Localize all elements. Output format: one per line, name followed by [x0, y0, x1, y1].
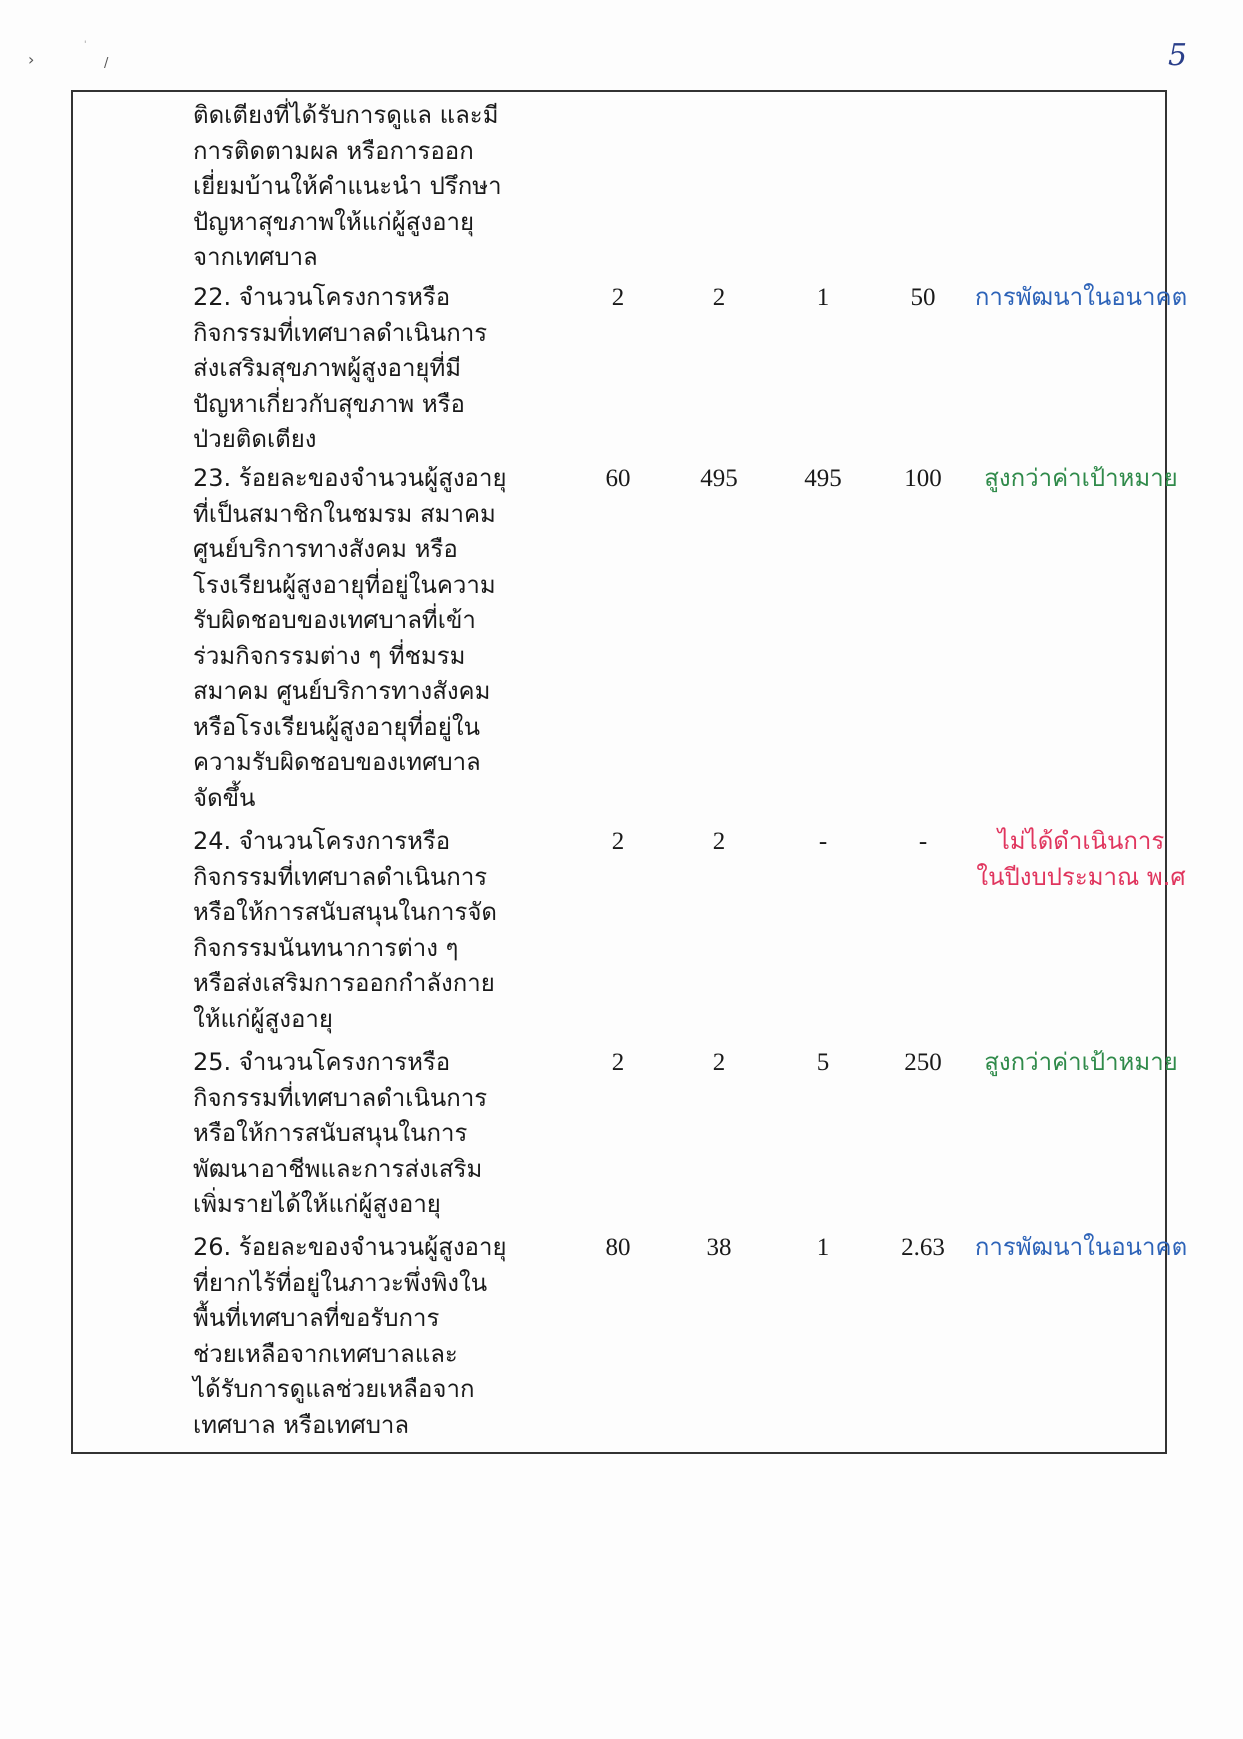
status-label: การพัฒนาในอนาคต	[974, 1233, 1188, 1261]
scan-mark: '	[84, 40, 87, 50]
target-value: 2	[611, 828, 625, 855]
indicator-description: ติดเตียงที่ได้รับการดูแล และมี การติดตามผล หรือการออก เยี่ยมบ้านให้คำแนะนำ ปรึกษา ปัญหาสุขภาพให้แก่ผู้สูงอายุ จากเทศบาล	[193, 101, 502, 271]
result-percent: 50	[910, 284, 936, 311]
total-count: 38	[706, 1234, 732, 1261]
indicator-description: 25. จำนวนโครงการหรือ กิจกรรมที่เทศบาลดำเนินการ หรือให้การสนับสนุนในการ พัฒนาอาชีพและการส่งเสริม เพิ่มรายได้ให้แก่ผู้สูงอายุ	[193, 1048, 488, 1218]
indicator-description: 23. ร้อยละของจำนวนผู้สูงอายุ ที่เป็นสมาชิกในชมรม สมาคม ศูนย์บริการทางสังคม หรือ โรงเรียนผู้สูงอายุที่อยู่ในความ รับผิดชอบของเทศบาลที่เข้า ร่วมกิจกรรมต่าง ๆ ที่ชมรม สมาคม ศูนย์บริการทางสังคม หรือโรงเรียนผู้สูงอายุที่อยู่ใน ความรับผิดชอบของเทศบาล จัดขึ้น	[193, 464, 507, 812]
result-count: 5	[816, 1049, 830, 1076]
result-percent: 100	[904, 465, 942, 492]
result-count: 1	[816, 1234, 830, 1261]
total-count: 2	[712, 1049, 726, 1076]
indicator-description: 24. จำนวนโครงการหรือ กิจกรรมที่เทศบาลดำเนินการ หรือให้การสนับสนุนในการจัด กิจกรรมนันทนาการต่าง ๆ หรือส่งเสริมการออกกำลังกาย ให้แก่ผู้สูงอายุ	[193, 827, 497, 1033]
indicator-description: 26. ร้อยละของจำนวนผู้สูงอายุ ที่ยากไร้ที่อยู่ในภาวะพึ่งพิงใน พื้นที่เทศบาลที่ขอรับการ ช่วยเหลือจากเทศบาลและ ได้รับการดูแลช่วยเหลือจาก เทศบาล หรือเทศบาล	[193, 1233, 507, 1439]
total-count: 495	[700, 465, 738, 492]
indicator-description: 22. จำนวนโครงการหรือ กิจกรรมที่เทศบาลดำเนินการ ส่งเสริมสุขภาพผู้สูงอายุที่มี ปัญหาเกี่ยวกับสุขภาพ หรือ ป่วยติดเตียง	[193, 283, 488, 453]
scan-mark: /	[104, 56, 109, 71]
result-count: -	[818, 828, 828, 855]
target-value: 2	[611, 1049, 625, 1076]
result-percent: -	[918, 828, 928, 855]
total-count: 2	[712, 284, 726, 311]
status-label: การพัฒนาในอนาคต	[974, 283, 1188, 311]
total-count: 2	[712, 828, 726, 855]
target-value: 60	[605, 465, 631, 492]
status-label: สูงกว่าค่าเป้าหมาย	[984, 1048, 1178, 1076]
result-count: 1	[816, 284, 830, 311]
result-percent: 250	[904, 1049, 942, 1076]
result-percent: 2.63	[901, 1234, 945, 1261]
page-number: 5	[1168, 38, 1188, 73]
indicator-table	[71, 90, 1188, 1454]
status-label: สูงกว่าค่าเป้าหมาย	[984, 464, 1178, 492]
result-count: 495	[804, 465, 842, 492]
scan-mark: ›	[28, 50, 35, 69]
target-value: 2	[611, 284, 625, 311]
status-label: ไม่ได้ดำเนินการ ในปีงบประมาณ พ.ศ	[976, 827, 1186, 891]
target-value: 80	[605, 1234, 631, 1261]
